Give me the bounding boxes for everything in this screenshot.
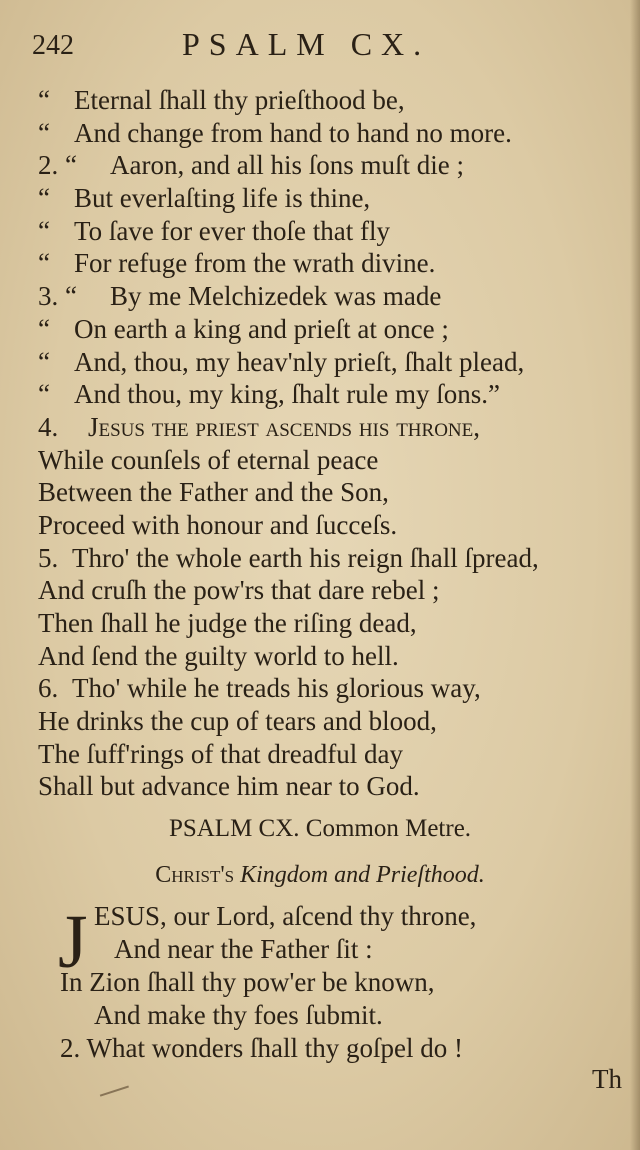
ink-smudge <box>100 1086 130 1101</box>
hymn-verses <box>54 900 624 1065</box>
verse-line: “ Eternal ſhall thy prieſthood be, <box>38 85 405 115</box>
verse-line: “ On earth a king and prieſt at once ; <box>38 313 449 344</box>
verse-line: And cruſh the pow'rs that dare rebel ; <box>38 575 440 606</box>
verse-line: Between the Father and the Son, <box>38 477 389 508</box>
hymn-line: And near the Father ſit : <box>114 934 373 964</box>
verse-line: Proceed with honour and ſucceſs. <box>38 509 398 540</box>
verse-line: 5. Thro' the whole earth his reign ſhall ſpread, <box>38 542 539 573</box>
page-header <box>32 26 612 66</box>
catchword: Th <box>592 1064 622 1094</box>
verse-line: Shall but advance him near to God. <box>38 771 420 802</box>
hymn-line: And make thy foes ſubmit. <box>94 1000 383 1030</box>
verse-line: 3. “ By me Melchizedek was made <box>38 281 442 312</box>
subtitle-italic: Kingdom and Prieſthood. <box>240 862 485 888</box>
psalm-verses <box>38 84 638 803</box>
section-subtitle <box>0 862 640 889</box>
verse-line: 2. “ Aaron, and all his ſons muſt die ; <box>38 150 464 181</box>
subtitle-caps: Christ's <box>155 862 235 888</box>
verse-line: He drinks the cup of tears and blood, <box>38 706 437 737</box>
section-title: PSALM CX. Common Metre. <box>168 815 472 842</box>
drop-capital: J <box>58 900 88 984</box>
hymn-line: 2. What wonders ſhall thy goſpel do ! <box>60 1033 463 1063</box>
verse-line: 4. Jesus the prieſt aſcends his throne, <box>38 411 480 442</box>
verse-line: “ And change from hand to hand no more. <box>38 117 512 148</box>
verse-line: Then ſhall he judge the riſing dead, <box>38 608 417 638</box>
verse-line: “ And, thou, my heav'nly prieſt, ſhalt plead, <box>38 346 525 377</box>
running-title: PSALM CX. <box>182 26 431 62</box>
hymn-line: In Zion ſhall thy pow'er be known, <box>60 967 435 997</box>
verse-line: “ But everlaſting life is thine, <box>38 183 371 214</box>
verse-line: And ſend the guilty world to hell. <box>38 640 399 671</box>
hymn-line: ESUS, our Lord, aſcend thy throne, <box>94 901 477 931</box>
verse-line: “ For refuge from the wrath divine. <box>38 248 436 279</box>
verse-line: The ſuff'rings of that dreadful day <box>38 738 404 769</box>
verse-line: 6. Tho' while he treads his glorious way, <box>38 673 481 704</box>
verse-line: While counſels of eternal peace <box>38 444 379 475</box>
verse-line: “ And thou, my king, ſhalt rule my ſons.” <box>38 379 500 410</box>
verse-line: “ To ſave for ever thoſe that fly <box>38 215 390 246</box>
page-number: 242 <box>32 30 74 61</box>
